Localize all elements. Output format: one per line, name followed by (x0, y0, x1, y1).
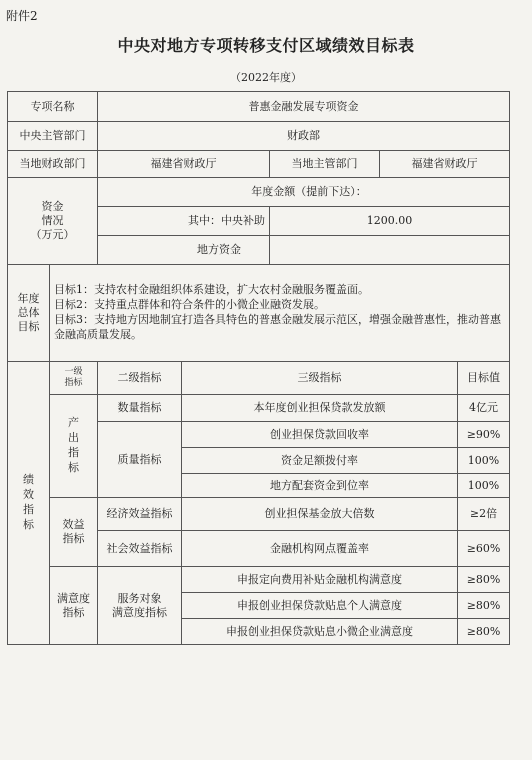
attachment-label: 附件2 (6, 9, 38, 23)
local-dept-value: 福建省财政厅 (380, 151, 510, 178)
level3-item: 创业担保基金放大倍数 (182, 498, 458, 531)
funds-annual-row (8, 178, 510, 207)
level1-satisfaction: 满意度 指标 (50, 567, 98, 645)
central-dept-label: 中央主管部门 (8, 122, 98, 151)
level3-item: 申报创业担保贷款贴息个人满意度 (182, 593, 458, 619)
page-title: 中央对地方专项转移支付区域绩效目标表 (117, 36, 415, 55)
header-target: 目标值 (458, 362, 510, 395)
level2-quantity: 数量指标 (98, 395, 182, 422)
performance-table (7, 91, 510, 645)
goal-item: 目标2：支持重点群体和符合条件的小微企业融资发展。 (54, 298, 325, 312)
target-value: ≥80% (458, 567, 510, 593)
central-dept-value: 财政部 (98, 122, 510, 151)
level3-item: 申报创业担保贷款贴息小微企业满意度 (182, 619, 458, 645)
funds-central-value: 1200.00 (270, 207, 510, 236)
funds-local-value (270, 236, 510, 265)
level3-item: 资金足额拨付率 (182, 448, 458, 474)
level1-output: 产出指标 (50, 395, 98, 498)
level3-item: 本年度创业担保贷款发放额 (182, 395, 458, 422)
level2-quality: 质量指标 (98, 422, 182, 498)
target-value: ≥60% (458, 531, 510, 567)
year-label: （2022年度） (230, 71, 302, 84)
header-level1: 一级 指标 (50, 362, 98, 395)
funds-label: 资金 情况 （万元） (8, 178, 98, 265)
level3-item: 地方配套资金到位率 (182, 474, 458, 498)
goals-label: 年度 总体 目标 (8, 265, 50, 362)
level2-service-satisfaction: 服务对象 满意度指标 (98, 567, 182, 645)
header-level3: 三级指标 (182, 362, 458, 395)
project-value: 普惠金融发展专项资金 (98, 92, 510, 122)
goals-row (8, 265, 510, 362)
funds-annual: 年度金额（提前下达）： (98, 178, 510, 207)
table-row (8, 567, 510, 593)
table-row (8, 395, 510, 422)
header-level2: 二级指标 (98, 362, 182, 395)
central-dept-row (8, 122, 510, 151)
funds-local-label: 地方资金 (98, 236, 270, 265)
target-value: ≥80% (458, 619, 510, 645)
indicators-section-label: 绩效指标 (8, 362, 50, 645)
target-value: 4亿元 (458, 395, 510, 422)
goals-content (50, 265, 510, 362)
project-label: 专项名称 (8, 92, 98, 122)
level3-item: 申报定向费用补贴金融机构满意度 (182, 567, 458, 593)
local-dept-label: 当地主管部门 (270, 151, 380, 178)
level3-item: 创业担保贷款回收率 (182, 422, 458, 448)
local-finance-value: 福建省财政厅 (98, 151, 270, 178)
level2-social: 社会效益指标 (98, 531, 182, 567)
funds-central-label: 其中：中央补助 (98, 207, 270, 236)
target-value: ≥2倍 (458, 498, 510, 531)
goal-item: 目标1：支持农村金融组织体系建设，扩大农村金融服务覆盖面。 (54, 283, 369, 297)
target-value: 100% (458, 474, 510, 498)
target-value: ≥90% (458, 422, 510, 448)
table-row (8, 498, 510, 531)
local-dept-row (8, 151, 510, 178)
local-finance-label: 当地财政部门 (8, 151, 98, 178)
goal-item: 目标3：支持地方因地制宜打造各具特色的普惠金融发展示范区，增强金融普惠性，推动普惠金融高质量发展。 (54, 313, 501, 341)
target-value: ≥80% (458, 593, 510, 619)
level3-item: 金融机构网点覆盖率 (182, 531, 458, 567)
level1-benefit: 效益 指标 (50, 498, 98, 567)
level2-economic: 经济效益指标 (98, 498, 182, 531)
project-row (8, 92, 510, 122)
indicator-header-row (8, 362, 510, 395)
target-value: 100% (458, 448, 510, 474)
